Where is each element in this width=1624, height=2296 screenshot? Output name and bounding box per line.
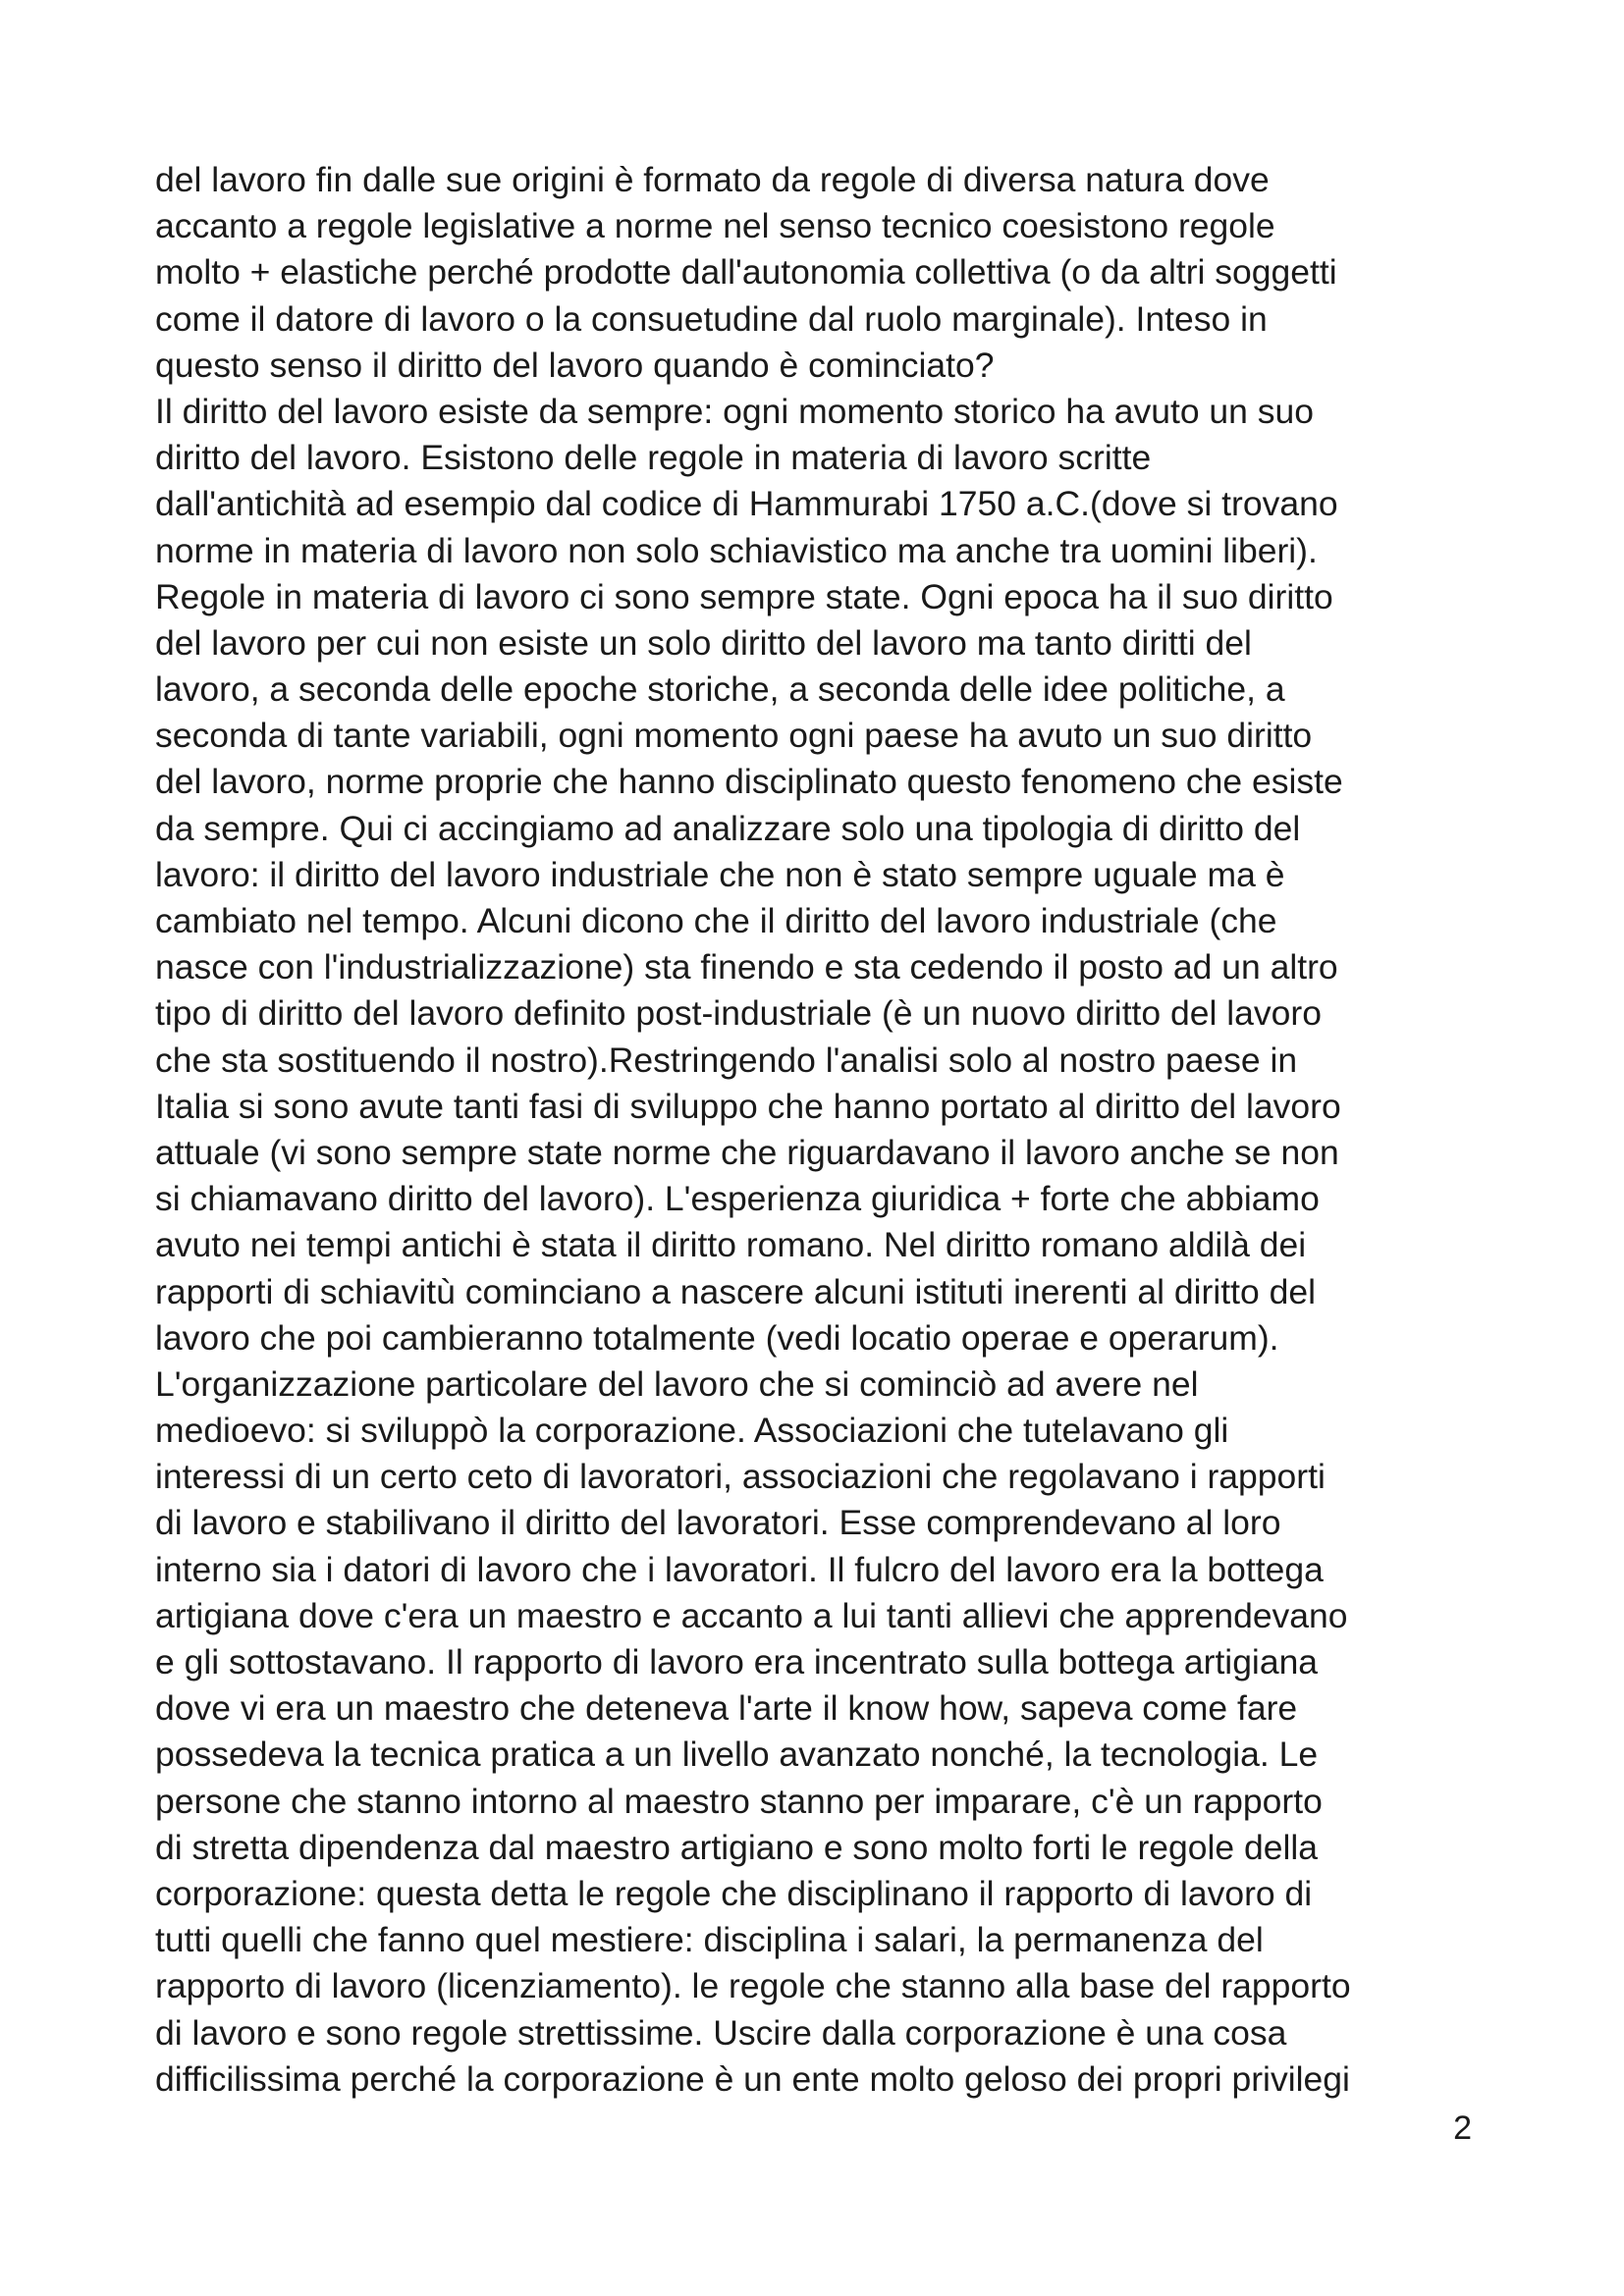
text-line: si chiamavano diritto del lavoro). L'esperienza giuridica + forte che abbiamo	[155, 1179, 1320, 1219]
text-line: interessi di un certo ceto di lavoratori, associazioni che regolavano i rapporti	[155, 1457, 1326, 1497]
text-line: lavoro che poi cambieranno totalmente (vedi locatio operae e operarum).	[155, 1317, 1279, 1358]
text-line: corporazione: questa detta le regole che disciplinano il rapporto di lavoro di	[155, 1873, 1313, 1913]
body-text	[155, 157, 1481, 2103]
text-line: avuto nei tempi antichi è stata il diritto romano. Nel diritto romano aldilà dei	[155, 1225, 1307, 1265]
text-line: difficilissima perché la corporazione è un ente molto geloso dei propri privilegi	[155, 2058, 1350, 2099]
text-line: di stretta dipendenza dal maestro artigiano e sono molto forti le regole della	[155, 1827, 1319, 1867]
text-line: tutti quelli che fanno quel mestiere: disciplina i salari, la permanenza del	[155, 1920, 1264, 1960]
text-line: lavoro: il diritto del lavoro industriale che non è stato sempre uguale ma è	[155, 854, 1285, 894]
text-line: seconda di tante variabili, ogni momento ogni paese ha avuto un suo diritto	[155, 716, 1313, 756]
text-line: accanto a regole legislative a norme nel senso tecnico coesistono regole	[155, 206, 1275, 246]
text-line: diritto del lavoro. Esistono delle regole in materia di lavoro scritte	[155, 438, 1152, 478]
text-line: rapporto di lavoro (licenziamento). le regole che stanno alla base del rapporto	[155, 1966, 1351, 2006]
text-line: e gli sottostavano. Il rapporto di lavoro era incentrato sulla bottega artigiana	[155, 1642, 1319, 1682]
text-line: che sta sostituendo il nostro).Restringendo l'analisi solo al nostro paese in	[155, 1040, 1298, 1080]
text-line: attuale (vi sono sempre state norme che riguardavano il lavoro anche se non	[155, 1132, 1339, 1172]
text-line: del lavoro, norme proprie che hanno disciplinato questo fenomeno che esiste	[155, 762, 1343, 802]
text-line: nasce con l'industrializzazione) sta finendo e sta cedendo il posto ad un altro	[155, 947, 1338, 988]
text-line: da sempre. Qui ci accingiamo ad analizzare solo una tipologia di diritto del	[155, 808, 1301, 848]
text-line: lavoro, a seconda delle epoche storiche, a seconda delle idee politiche, a	[155, 669, 1285, 710]
text-line: L'organizzazione particolare del lavoro che si cominciò ad avere nel	[155, 1363, 1199, 1404]
text-line: possedeva la tecnica pratica a un livello avanzato nonché, la tecnologia. Le	[155, 1735, 1319, 1775]
text-line: tipo di diritto del lavoro definito post-industriale (è un nuovo diritto del lavoro	[155, 993, 1322, 1034]
text-line: Regole in materia di lavoro ci sono sempre state. Ogni epoca ha il suo diritto	[155, 576, 1333, 616]
text-line: interno sia i datori di lavoro che i lavoratori. Il fulcro del lavoro era la bottega	[155, 1549, 1324, 1589]
text-line: questo senso il diritto del lavoro quando è cominciato?	[155, 345, 995, 385]
text-line: medioevo: si sviluppò la corporazione. Associazioni che tutelavano gli	[155, 1411, 1229, 1451]
text-line: rapporti di schiavitù cominciano a nascere alcuni istituti inerenti al diritto del	[155, 1271, 1316, 1311]
text-line: cambiato nel tempo. Alcuni dicono che il diritto del lavoro industriale (che	[155, 901, 1277, 940]
text-line: dove vi era un maestro che deteneva l'arte il know how, sapeva come fare	[155, 1688, 1298, 1729]
text-line: Italia si sono avute tanti fasi di sviluppo che hanno portato al diritto del lavoro	[155, 1086, 1341, 1126]
text-line: norme in materia di lavoro non solo schiavistico ma anche tra uomini liberi).	[155, 530, 1318, 570]
text-line: Il diritto del lavoro esiste da sempre: ogni momento storico ha avuto un suo	[155, 391, 1315, 431]
text-line: persone che stanno intorno al maestro stanno per imparare, c'è un rapporto	[155, 1781, 1323, 1821]
text-line: di lavoro e sono regole strettissime. Uscire dalla corporazione è una cosa	[155, 2012, 1287, 2053]
page-number: 2	[1453, 2109, 1472, 2147]
text-line: del lavoro fin dalle sue origini è formato da regole di diversa natura dove	[155, 160, 1270, 199]
text-line: dall'antichità ad esempio dal codice di Hammurabi 1750 a.C.(dove si trovano	[155, 484, 1338, 524]
text-line: di lavoro e stabilivano il diritto del lavoratori. Esse comprendevano al loro	[155, 1503, 1281, 1543]
text-line: artigiana dove c'era un maestro e accanto a lui tanti allievi che apprendevano	[155, 1595, 1348, 1635]
text-line: come il datore di lavoro o la consuetudine dal ruolo marginale). Inteso in	[155, 298, 1268, 339]
text-line: del lavoro per cui non esiste un solo diritto del lavoro ma tanto diritti del	[155, 622, 1252, 663]
text-line: molto + elastiche perché prodotte dall'autonomia collettiva (o da altri soggetti	[155, 252, 1337, 293]
